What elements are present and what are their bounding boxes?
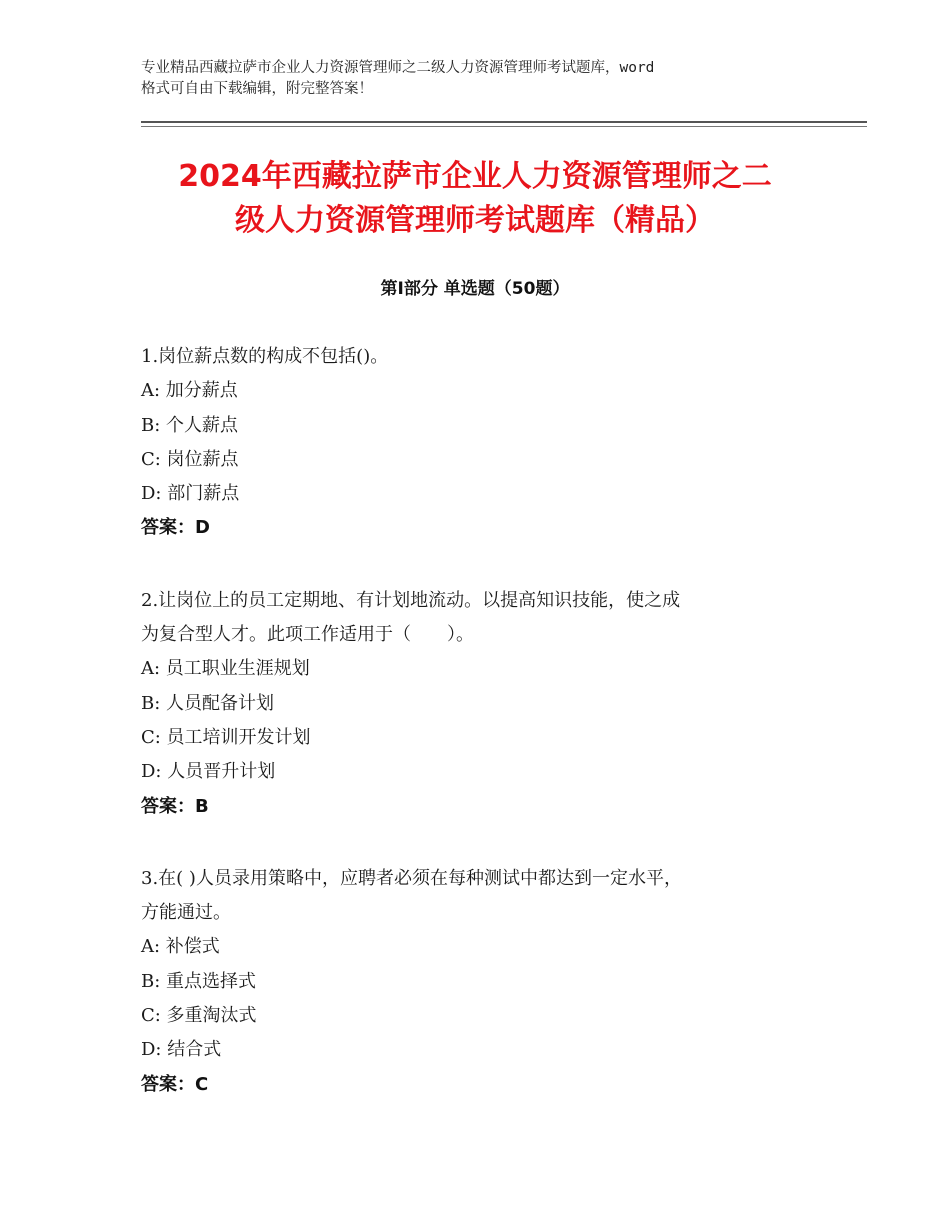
option-b: B: 人员配备计划 (141, 692, 275, 714)
option-a: A: 员工职业生涯规划 (141, 658, 310, 680)
question-stem: 1.岗位薪点数的构成不包括()。 (141, 346, 389, 367)
answer-label: 答案：D (141, 517, 210, 539)
option-d: D: 部门薪点 (141, 483, 240, 505)
option-b: B: 重点选择式 (141, 970, 257, 992)
question-item (141, 862, 821, 1102)
answer-label: 答案：C (141, 1073, 209, 1095)
answer-label: 答案：B (141, 795, 209, 817)
question-stem: 为复合型人才。此项工作适用于（ ）。 (141, 624, 474, 646)
question-list (141, 340, 821, 1140)
option-d: D: 结合式 (141, 1039, 222, 1061)
section-title: 第Ⅰ部分 单选题（50题） (380, 279, 570, 299)
header-divider-thin (141, 126, 867, 127)
option-c: C: 岗位薪点 (141, 448, 239, 470)
document-title-line: 2024年西藏拉萨市企业人力资源管理师之二 (178, 159, 772, 194)
option-a: A: 加分薪点 (141, 380, 238, 402)
question-stem: 2.让岗位上的员工定期地、有计划地流动。以提高知识技能，使之成 (141, 589, 681, 611)
document-title (120, 155, 830, 243)
option-b: B: 个人薪点 (141, 414, 239, 436)
option-a: A: 补偿式 (141, 936, 220, 958)
header-note-line: 专业精品西藏拉萨市企业人力资源管理师之二级人力资源管理师考试题库，word (141, 60, 655, 76)
option-c: C: 员工培训开发计划 (141, 726, 311, 748)
option-d: D: 人员晋升计划 (141, 761, 276, 783)
question-stem: 3.在( )人员录用策略中，应聘者必须在每种测试中都达到一定水平， (141, 867, 682, 889)
question-item (141, 584, 821, 824)
header-note (141, 58, 821, 100)
header-note-line: 格式可自由下载编辑，附完整答案！ (141, 81, 373, 97)
header-divider-thick (141, 121, 867, 123)
question-stem: 方能通过。 (141, 902, 231, 924)
document-title-line: 级人力资源管理师考试题库（精品） (235, 203, 715, 238)
question-item (141, 340, 821, 546)
option-c: C: 多重淘汰式 (141, 1005, 257, 1027)
